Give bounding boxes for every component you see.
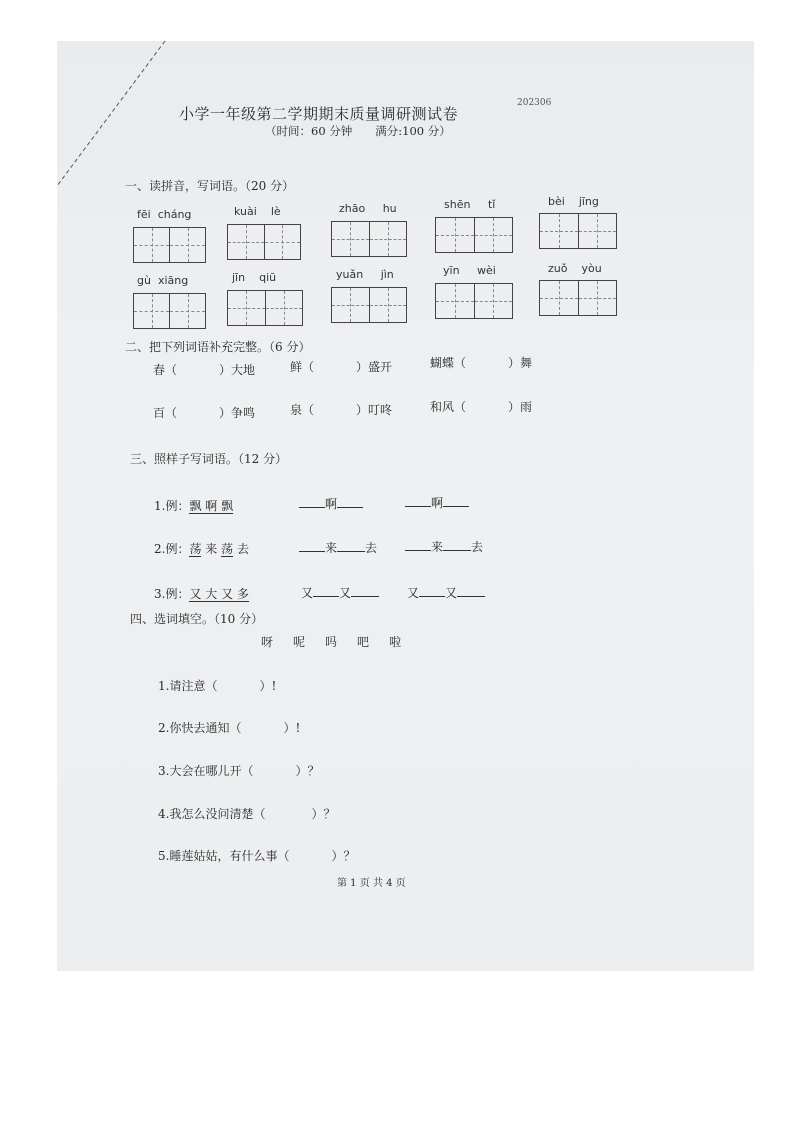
exam-title: 小学一年级第二学期期末质量调研测试卷 — [179, 105, 459, 123]
pinyin: shēn tǐ — [444, 198, 496, 211]
pinyin: yuǎn jìn — [336, 268, 394, 281]
pinyin: fēi cháng — [137, 208, 192, 221]
choice-item: 1.请注意（ ）! — [158, 679, 277, 693]
exam-code: 202306 — [517, 98, 552, 108]
char-grid[interactable] — [331, 221, 407, 257]
answer-blank[interactable]: 啊 — [405, 494, 469, 511]
section1-heading: 一、读拼音，写词语。（20 分） — [125, 179, 295, 193]
answer-blank[interactable]: 来 去 — [299, 539, 377, 556]
char-grid[interactable] — [539, 213, 617, 249]
char-grid[interactable] — [133, 227, 206, 263]
answer-blank[interactable]: 啊 — [299, 495, 363, 512]
answer-blank[interactable]: 又 又 — [407, 584, 485, 601]
pinyin: zhāo hu — [339, 202, 397, 215]
example-row-1: 1.例：飘 啊 飘 — [154, 499, 234, 513]
section4-heading: 四、选词填空。（10 分） — [130, 612, 264, 626]
pinyin: gù xiāng — [137, 274, 189, 287]
page-number: 第 1 页 共 4 页 — [337, 878, 406, 889]
char-grid[interactable] — [133, 293, 206, 329]
char-grid[interactable] — [539, 280, 617, 316]
fill-item: 和风（ ）雨 — [430, 400, 533, 414]
exam-subtitle: （时间：60 分钟 满分:100 分） — [265, 124, 451, 138]
fill-item: 百（ ）争鸣 — [153, 406, 256, 420]
fill-item: 泉（ ）叮咚 — [290, 403, 393, 417]
choice-item: 3.大会在哪儿开（ ）？ — [158, 764, 320, 778]
char-grid[interactable] — [435, 217, 513, 253]
pinyin: yīn wèi — [443, 264, 496, 277]
fill-item: 春（ ）大地 — [153, 363, 256, 377]
char-grid[interactable] — [227, 224, 301, 260]
char-grid[interactable] — [435, 283, 513, 319]
fill-item: 蝴蝶（ ）舞 — [430, 356, 533, 370]
char-grid[interactable] — [227, 290, 303, 326]
section3-heading: 三、照样子写词语。（12 分） — [130, 452, 288, 466]
pinyin: jīn qiū — [232, 271, 277, 284]
choice-item: 2.你快去通知（ ）! — [158, 721, 301, 735]
char-grid[interactable] — [331, 287, 407, 323]
answer-blank[interactable]: 来 去 — [405, 538, 483, 555]
word-bank: 呀 呢 吗 吧 啦 — [261, 635, 402, 649]
pinyin: zuǒ yòu — [548, 262, 602, 275]
choice-item: 5.睡莲姑姑，有什么事（ ）？ — [158, 849, 356, 863]
example-row-2: 2.例：荡 来 荡 去 — [154, 542, 249, 556]
scanned-page-photo — [57, 41, 754, 971]
fill-item: 鲜（ ）盛开 — [290, 360, 393, 374]
example-row-3: 3.例：又 大 又 多 — [154, 587, 249, 601]
pinyin: bèi jīng — [548, 195, 599, 208]
pinyin: kuài lè — [234, 205, 281, 218]
example-word: 飘 啊 飘 — [189, 499, 234, 513]
answer-blank[interactable]: 又 又 — [301, 584, 379, 601]
section2-heading: 二、把下列词语补充完整。（6 分） — [125, 340, 311, 354]
choice-item: 4.我怎么没问清楚（ ）？ — [158, 807, 336, 821]
